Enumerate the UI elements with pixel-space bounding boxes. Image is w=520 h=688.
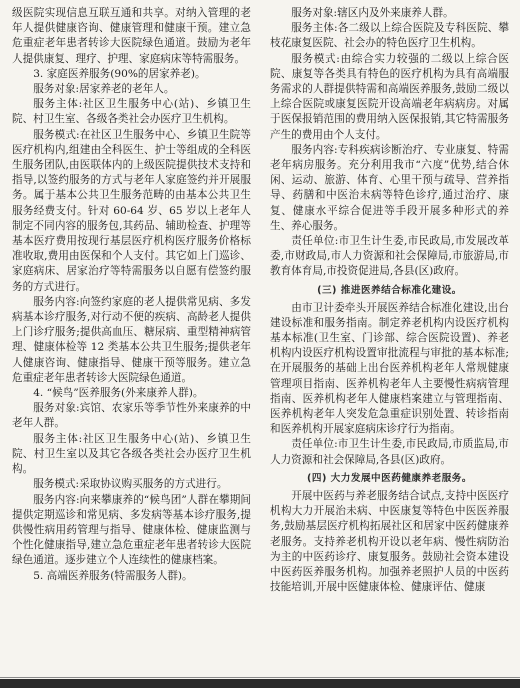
- section-item-heading: 5. 高端医养服务(特需服务人群)。: [33, 569, 193, 582]
- paragraph: 服务模式:采取协议购买服务的方式进行。: [33, 478, 228, 491]
- paragraph: 服务主体:各二级以上综合医院及专科医院、攀枝花康复医院、社会办的特色医疗卫生机构。: [270, 22, 509, 50]
- paragraph: 服务内容:专科疾病诊断治疗、专业康复、特需老年病房服务。充分利用我市“六度”优势,结合休闲、运动、旅游、体育、心里干预与疏导、营养指导、药膳和中医治未病等特色诊疗,通过治疗、康复、健康水平综合促进等手段开展多种形式的养生、养心服务。: [270, 143, 509, 232]
- section-heading-3: (三) 推进医养结合标准化建设。: [317, 284, 462, 296]
- footer-bar: [0, 679, 520, 688]
- left-column: [12, 6, 251, 584]
- paragraph: 服务模式:由综合实力较强的二级以上综合医院、康复等各类具有特色的医疗机构为具有高端服务需求的人群提供特需和高端医养服务,鼓励二级以上综合医院或康复医院开设高端老年病病房。对属于医保报销范围的费用纳入医保报销,其它特需服务产生的费用由个人支付。: [270, 52, 509, 141]
- section-item-heading: 3. 家庭医养服务(90%的居家养老)。: [33, 67, 206, 80]
- paragraph: 服务模式:在社区卫生服务中心、乡镇卫生院等医疗机构内,组建由全科医生、护士等组成的全科医生服务团队,由医联体内的上级医院提供技术支持和指导,以签约服务的方式与老年人家庭签约并开展服务。属于基本公共卫生服务范畴的由基本公共卫生服务经费支付。针对 60-64 岁、65 岁以上老年人制定不同内容的服务包,其药品、辅助检查、护理等基本医疗费用按现行基层医疗机构医疗服务价格标准收取,费用由医保和个人支付。其它如上门巡诊、家庭病床、居家治疗等特需服务以自愿有偿签约服务的方式进行。: [12, 128, 251, 293]
- paragraph: 服务主体:社区卫生服务中心(站)、乡镇卫生院、村卫生室以及其它各级各类社会办医疗卫生机构。: [12, 432, 251, 476]
- paragraph: 服务内容:向签约家庭的老人提供常见病、多发病基本诊疗服务,对行动不便的疾病、高龄老人提供上门诊疗服务;提供高血压、糖尿病、重型精神病管理、健康体检等 12 类基本公共卫生服务;提供老年人健康咨询、健康指导、健康干预等服务。建立急危重症老年患者转诊大医院绿色通道。: [12, 295, 251, 384]
- paragraph: 服务对象:辖区内及外来康养人群。: [291, 7, 454, 19]
- footer-divider: [0, 677, 520, 678]
- paragraph: 由市卫计委牵头开展医养结合标准化建设,出台建设标准和服务指南。制定养老机构内设医疗机构基本标准(卫生室、门诊部、综合医院设置)、养老机构内设医疗机构设置审批流程与审批的基本标准;在开展服务的基础上出台医养机构老年人常规健康管理项目指南、医养机构老年人主要慢性病病管理指南、医养机构老年人健康档案建立与管理指南、医养机构老年人突发危急重症识别处置、转诊指南和医养机构开展家庭病床诊疗行为指南。: [270, 301, 509, 436]
- paragraph: 服务对象:居家养老的老年人。: [33, 83, 175, 96]
- right-column: [270, 6, 509, 595]
- section-heading-4: (四) 大力发展中医药健康养老服务。: [306, 472, 472, 484]
- paragraph: 责任单位:市卫生计生委,市民政局,市质监局,市人力资源和社会保障局,各县(区)政府。: [270, 438, 509, 466]
- paragraph: 级医院实现信息互联互通和共享。对纳入管理的老年人提供健康咨询、健康管理和健康干预。建立急危重症老年患者转诊大医院绿色通道。鼓励为老年人提供康复、理疗、护理、家庭病床等特需服务。: [12, 7, 251, 65]
- paragraph: 开展中医药与养老服务结合试点,支持中医医疗机构大力开展治未病、中医康复等特色中医医养服务,鼓励基层医疗机构拓展社区和居家中医药健康养老服务。支持养老机构开设以老年病、慢性病防治为主的中医药诊疗、康复服务。鼓励社会资本建设中医药医养服务机构。加强养老照护人员的中医药技能培训,开展中医健康体检、健康评估、健康: [270, 489, 509, 594]
- paragraph: 服务内容:向来攀康养的“候鸟团”人群在攀期间提供定期巡诊和常见病、多发病等基本诊疗服务,提供慢性病用药管理与指导、健康体检、健康监测与个性化健康指导,建立急危重症老年患者转诊大医院绿色通道。逐步建立个人连续性的健康档案。: [12, 493, 251, 567]
- paragraph: 责任单位:市卫生计生委,市民政局,市发展改革委,市财政局,市人力资源和社会保障局,市旅游局,市教育体育局,市投资促进局,各县(区)政府。: [270, 235, 509, 278]
- section-item-heading: 4. “候鸟”医养服务(外来康养人群)。: [33, 387, 204, 400]
- paragraph: 服务对象:宾馆、农家乐等季节性外来康养的中老年人群。: [12, 402, 251, 430]
- paragraph: 服务主体:社区卫生服务中心(站)、乡镇卫生院、村卫生室、各级各类社会办医疗卫生机构。: [12, 98, 251, 126]
